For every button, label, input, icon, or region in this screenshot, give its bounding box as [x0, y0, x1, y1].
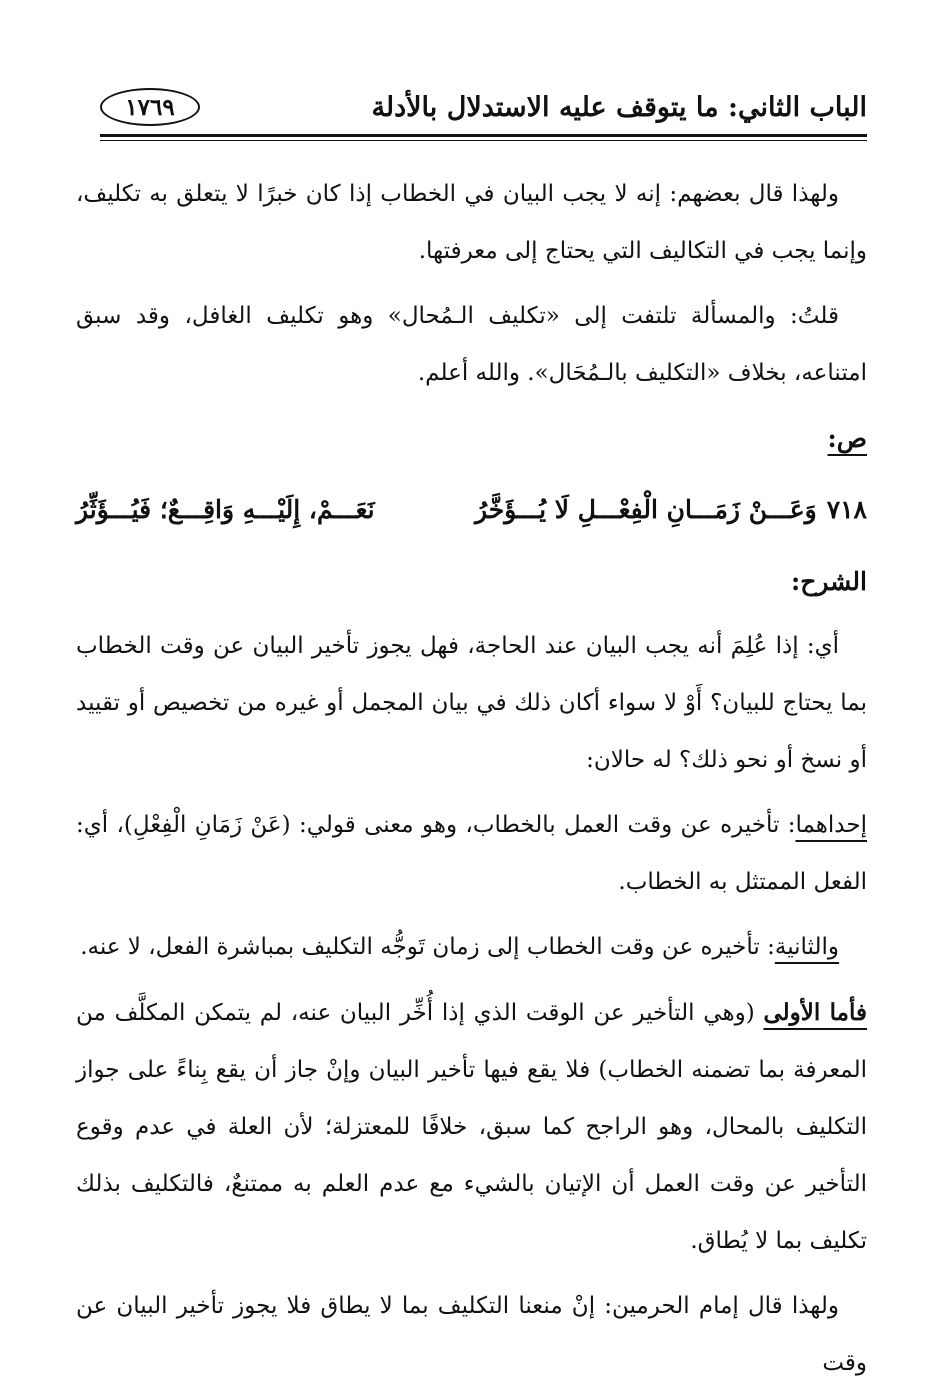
chapter-title: الباب الثاني: ما يتوقف عليه الاستدلال بالأدلة: [371, 92, 867, 123]
paragraph-5: [76, 919, 867, 976]
matn-label: ص:: [827, 424, 867, 453]
verse-line: [76, 475, 867, 545]
paragraph-5-text: : تأخيره عن وقت الخطاب إلى زمان تَوجُّه التكليف بمباشرة الفعل، لا عنه.: [80, 934, 775, 960]
paragraph-5-lead: والثانية: [774, 934, 839, 960]
paragraph-6: [76, 984, 867, 1270]
paragraph-3: أي: إذا عُلِمَ أنه يجب البيان عند الحاجة، فهل يجوز تأخير البيان عن وقت الخطاب بما يحتاج للبيان؟ أَوْ لا سواء أكان ذلك في بيان المجمل أو غيره من تخصيص أو تقييد أو نسخ أو نحو ذلك؟ له حالان:: [76, 633, 867, 773]
page-number-badge: ١٧٦٩: [100, 88, 200, 126]
paragraph-2: قلتُ: والمسألة تلتفت إلى «تكليف الـمُحال» وهو تكليف الغافل، وقد سبق امتناعه، بخلاف «التكليف بالـمُحَال». والله أعلم.: [76, 303, 867, 386]
verse-second-hemistich: نَعَـــمْ، إِلَيْـــهِ وَاقِـــعٌ؛ فَيُـــؤَثِّرُ: [76, 495, 375, 524]
verse-number: ٧١٨: [826, 495, 867, 524]
paragraph-6-lead: فأما الأولى: [763, 999, 867, 1026]
paragraph-4: [76, 797, 867, 911]
paragraph-7: ولهذا قال إمام الحرمين: إنْ منعنا التكليف بما لا يطاق فلا يجوز تأخير البيان عن وقت: [76, 1293, 867, 1376]
header-rule-thick: [100, 134, 867, 137]
header-rule-thin: [100, 140, 867, 141]
verse-first-text: وَعَـــنْ زَمَـــانِ الْفِعْـــلِ لَا يُـــؤَخَّرُ: [474, 495, 817, 524]
sharh-label: الشرح:: [790, 567, 867, 596]
running-header: [100, 88, 867, 132]
paragraph-4-lead: إحداهما: [795, 812, 867, 838]
page-body: [76, 166, 867, 1400]
paragraph-6-text: (وهي التأخير عن الوقت الذي إذا أُخِّر البيان عنه، لم يتمكن المكلَّف من المعرفة بما تضمنه الخطاب) فلا يقع فيها تأخير البيان وإنْ جاز أن يقع بِناءً على جواز التكليف بالمحال، وهو الراجح كما سبق، خلافًا للمعتزلة؛ لأن العلة في عدم وقوع التأخير عن وقت العمل أن الإتيان بالشيء مع عدم العلم به ممتنعٌ، فالتكليف بذلك تكليف بما لا يُطاق.: [76, 1000, 867, 1254]
verse-first-hemistich: [475, 475, 867, 545]
paragraph-4-text: : تأخيره عن وقت العمل بالخطاب، وهو معنى قولي: (عَنْ زَمَانِ الْفِعْلِ)، أي: الفعل الممتثل به الخطاب.: [76, 812, 867, 895]
paragraph-1: ولهذا قال بعضهم: إنه لا يجب البيان في الخطاب إذا كان خبرًا لا يتعلق به تكليف، وإنما يجب في التكاليف التي يحتاج إلى معرفتها.: [76, 181, 867, 264]
